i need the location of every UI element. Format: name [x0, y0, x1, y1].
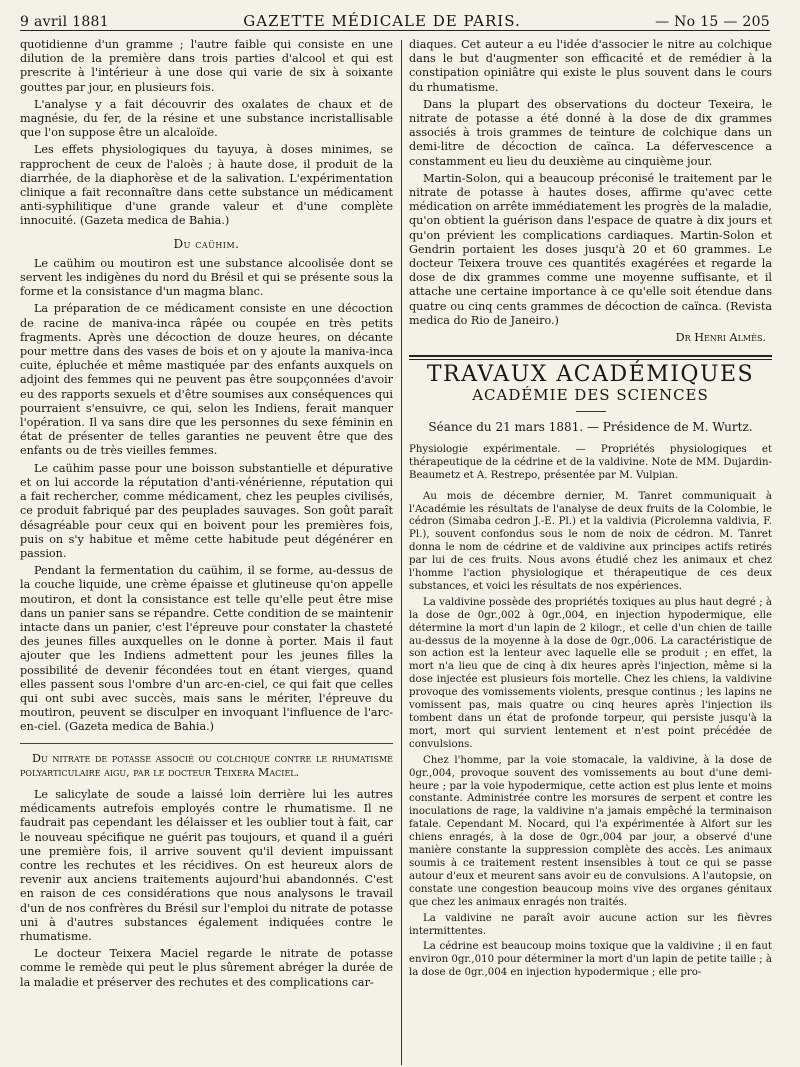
section-title-cauhim: Du caühim. — [173, 236, 240, 251]
paragraph: Pendant la fermentation du caühim, il se forme, au-dessus de la couche liquide, une crème épaisse et glutineuse qu'on appelle moutiron, et dont la consistance est telle qu'elle peut être mise dans un panier sans se répandre. Cette condition de se maintenir intacte dans un panier, c'est l'épreuve pour constater la chasteté des jeunes filles auxquelles on le donne à porter. Mais il faut ajouter que les Indiens admettent pour les jeunes filles la possibilité de devenir fécondées tout en étant vierges, quand elles passent sous l'ombre d'un arc-en-ciel, ce qui fait que celles qui ont subi avec succès, mais sans le mériter, l'épreuve du moutiron, peuvent se disculper en invoquant l'influence de l'arc-en-ciel. (Gazeta medica de Bahia.) — [20, 564, 393, 734]
header-rule — [20, 30, 770, 31]
paragraph: Le salicylate de soude a laissé loin derrière lui les autres médicaments autrefois employés contre le rhumatisme. Il ne faudrait pas cependant les délaisser et les oublier tout à fait, car le nouveau spécifique ne guérit pas toujours, et quand il a guéri une première fois, il arrive souvent qu'il devient impuissant contre les rechutes et les récidives. On est heureux alors de revenir aux anciens traitements aujourd'hui abandonnés. C'est en raison de ces considérations que nous analysons le travail d'un de nos confrères du Brésil sur l'emploi du nitrate de potasse uni à d'autres substances également indiquées contre le rhumatisme. — [20, 787, 393, 943]
paragraph: Le caühim ou moutiron est une substance alcoolisée dont se servent les indigènes du nord du Brésil et qui se présente sous la forme et la consistance d'un magma blanc. — [20, 256, 393, 299]
header-issue-page: — No 15 — 205 — [655, 14, 770, 30]
seance-line: Séance du 21 mars 1881. — Présidence de M. Wurtz. — [428, 419, 753, 434]
academie-des-sciences-title: ACADÉMIE DES SCIENCES — [472, 386, 709, 405]
paragraph: La valdivine ne paraît avoir aucune action sur les fièvres intermittentes. — [409, 912, 772, 937]
physiology-heading: Physiologie expérimentale. — Propriétés physiologiques et thérapeutique de la cédrine et de la valdivine. Note de MM. Dujardin-Beaumetz et A. Restrepo, présentée par M. Vulpian. — [409, 443, 772, 481]
paragraph: diaques. Cet auteur a eu l'idée d'associer le nitre au colchique dans le but d'augmenter son efficacité et de remédier à la constipation opiniâtre qui existe le plus souvent dans le cours du rhumatisme. — [409, 38, 772, 94]
paragraph: La préparation de ce médicament consiste en une décoction de racine de maniva-inca râpée ou coupée en très petits fragments. Après une décoction de douze heures, on décante pour mettre dans des vases de bois et on y ajoute la maniva-inca cuite, épluchée et même mastiquée par des enfants auxquels on adjoint des femmes qui ne peuvent pas être soupçonnées d'avoir eu des rapports sexuels et d'être soumises aux conséquences qui pourraient s'ensuivre, ce qui, selon les Indiens, ferait manquer l'opération. Il va sans dire que les personnes du sexe féminin en état de présenter de telles garanties ne peuvent être que des enfants ou de très vieilles femmes. — [20, 302, 393, 458]
paragraph: quotidienne d'un gramme ; l'autre faible qui consiste en une dilution de la première dans trois parties d'alcool et qui est prescrite à l'intérieur à une dose qui varie de six à soixante gouttes par jour, en plusieurs fois. — [20, 38, 393, 94]
paragraph: La cédrine est beaucoup moins toxique que la valdivine ; il en faut environ 0gr.,010 pour déterminer la mort d'un lapin de petite taille ; à la dose de 0gr.,004 en injection hypodermique ; elle pro- — [409, 941, 772, 979]
paragraph: Martin-Solon, qui a beaucoup préconisé le traitement par le nitrate de potasse à hautes doses, affirme qu'avec cette médication on arrête immédiatement les progrès de la maladie, qu'on obtient la guérison dans l'espace de quatre à dix jours et qu'on prévient les complications cardiaques. Martin-Solon et Gendrin portaient les doses jusqu'à 20 et 60 grammes. Le docteur Teixera trouve ces quantités exagérées et regarde la dose de dix grammes comme une moyenne suffisante, et il attache une certaine importance à ce qu'elle soit étendue dans quatre ou cinq cents grammes de décoction de caïnca. (Revista medica do Rio de Janeiro.) — [409, 171, 772, 327]
author-signature: Dr Henri Almès. — [675, 331, 766, 345]
paragraph: L'analyse y a fait découvrir des oxalates de chaux et de magnésie, du fer, de la résine et une substance incristallisable que l'on suppose être un alcaloïde. — [20, 97, 393, 140]
section-rule-thin — [409, 359, 772, 360]
travaux-academiques-title: TRAVAUX ACADÉMIQUES — [426, 362, 755, 388]
paragraph: Les effets physiologiques du tayuya, à doses minimes, se rapprochent de ceux de l'aloès ; à haute dose, il produit de la diarrhée, de la diaphorèse et de la salivation. L'expérimentation clinique a fait reconnaître dans cette substance un médicament anti-syphilitique d'une grande valeur et d'une complète innocuité. (Gazeta medica de Bahia.) — [20, 143, 393, 228]
paragraph: Chez l'homme, par la voie stomacale, la valdivine, à la dose de 0gr.,004, provoque souvent des vomissements au bout d'une demi-heure ; par la voie hypodermique, cette action est plus lente et moins constante. Administrée contre les morsures de serpent et contre les inoculations de rage, la valdivine n'a jamais empêché la terminaison fatale. Cependant M. Nocard, qui l'a expérimentée à Alfort sur les chiens enragés, à la dose de 0gr.,004 par jour, a observé d'une manière constante la suppression complète des accès. Les animaux soumis à ce traitement restent insensibles à tout ce qui se passe autour d'eux et meurent sans avoir eu de convulsions. A l'autopsie, on constate une congestion beaucoup moins vive des organes génitaux que chez les animaux enragés non traités. — [409, 754, 772, 908]
header-journal-title: GAZETTE MÉDICALE DE PARIS. — [243, 12, 521, 30]
short-divider — [576, 411, 606, 412]
paragraph: Au mois de décembre dernier, M. Tanret communiquait à l'Académie les résultats de l'analyse de deux fruits de la Colombie, le cédron (Simaba cedron J.-E. Pl.) et la valdivia (Picrolemna valdivia, F. Pl.), souvent confondus sous le nom de noix de cédron. M. Tanret donna le nom de cédrine et de valdivine aux principes actifs retirés par lui de ces fruits. Nous avons étudié chez les animaux et chez l'homme l'action physiologique et thérapeutique de ces deux substances, et voici les résultats de nos expériences. — [409, 490, 772, 592]
article-title-nitrate: Du nitrate de potasse associé ou colchique contre le rhumatisme polyarticulaire aigu, par le docteur Teixera Maciel. — [20, 743, 393, 780]
section-rule-thick — [409, 355, 772, 357]
paragraph: Dans la plupart des observations du docteur Texeira, le nitrate de potasse a été donné à la dose de dix grammes associés à trois grammes de teinture de colchique dans un demi-litre de décoction de caïnca. La défervescence a constamment eu lieu du deuxième au cinquième jour. — [409, 97, 772, 168]
left-column — [20, 38, 393, 993]
page-header — [20, 4, 770, 30]
paragraph: Le docteur Teixera Maciel regarde le nitrate de potasse comme le remède qui peut le plus sûrement abréger la durée de la maladie et préserver des rechutes et des complications car- — [20, 947, 393, 989]
header-date: 9 avril 1881 — [20, 14, 109, 30]
paragraph: Le caühim passe pour une boisson substantielle et dépurative et on lui accorde la réputation d'anti-vénérienne, réputation qui a fait rechercher, comme médicament, chez les peuples civilisés, ce produit fabriqué par des peuplades sauvages. Son goût paraît désagréable pour ceux qui en boivent pour les premières fois, puis on s'y habitue et même cette habitude peut dégénérer en passion. — [20, 461, 393, 560]
paragraph: La valdivine possède des propriétés toxiques au plus haut degré ; à la dose de 0gr.,002 à 0gr.,004, en injection hypodermique, elle détermine la mort d'un lapin de 2 kilogr., et celle d'un chien de taille au-dessus de la moyenne à la dose de 0gr.,006. La caractéristique de son action est la lenteur avec laquelle elle se produit ; en effet, la mort n'a lieu que de cinq à dix heures après l'injection, même si la dose injectée est plusieurs fois mortelle. Chez les chiens, la valdivine provoque des vomissements violents, presque continus ; les lapins ne vomissent pas, mais quatre ou cinq heures après l'injection ils tombent dans un état de profonde torpeur, qui persiste jusqu'à la mort, mort qui survient lentement et n'est point précédée de convulsions. — [409, 596, 772, 750]
academy-report-body — [409, 491, 772, 981]
column-divider — [401, 40, 402, 1065]
right-column — [409, 38, 772, 983]
